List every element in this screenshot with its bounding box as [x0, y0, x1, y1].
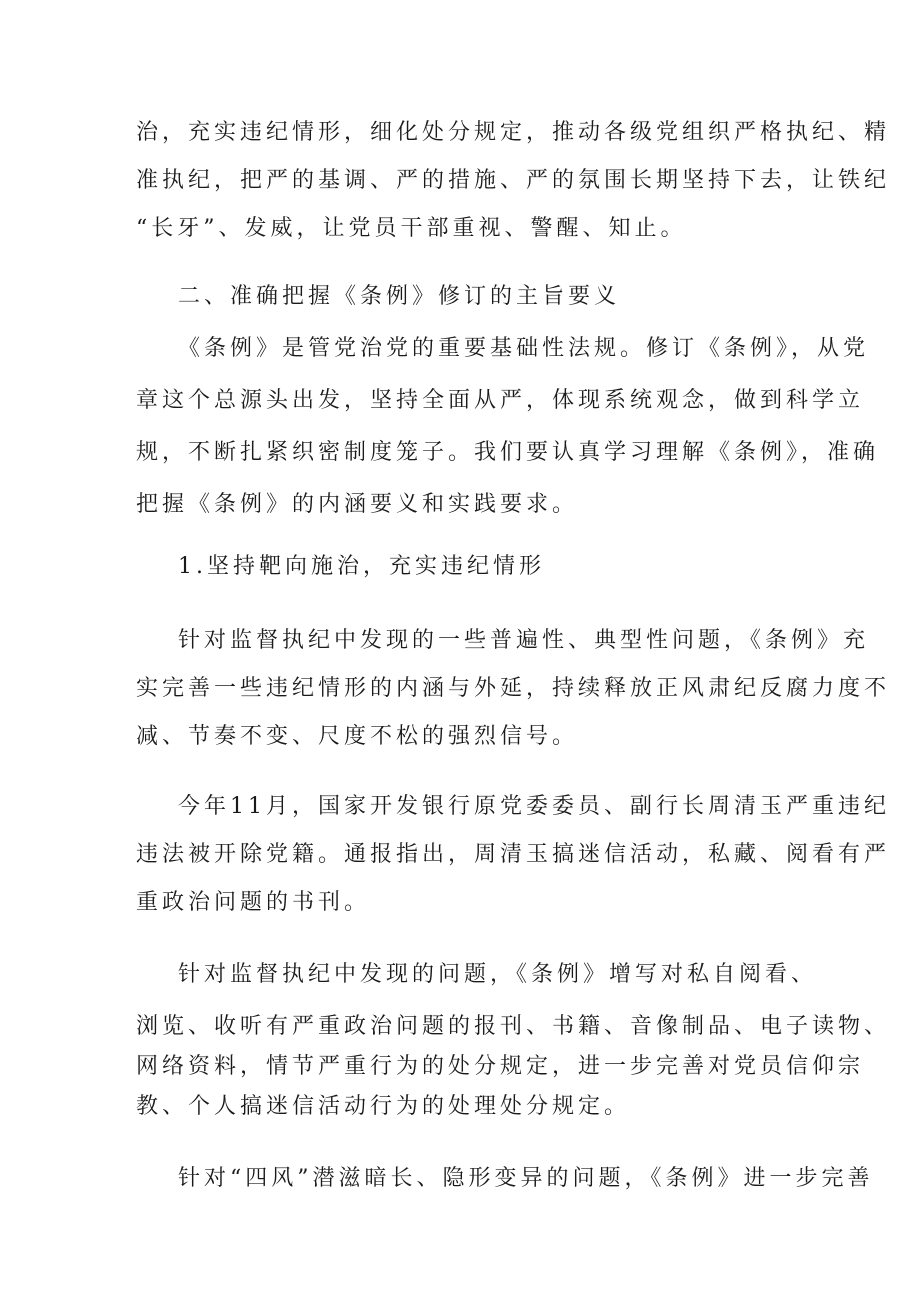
text-line: 针对“四风”潜滋暗长、隐形变异的问题，《条例》进一步完善 [178, 1166, 874, 1191]
text-line: 章这个总源头出发，坚持全面从严，体现系统观念，做到科学立 [136, 388, 865, 413]
section-heading: 二、准确把握《条例》修订的主旨要义 [178, 284, 621, 309]
text-line: 针对监督执纪中发现的问题，《条例》增写对私自阅看、 [178, 962, 818, 987]
text-line: 违法被开除党籍。通报指出，周清玉搞迷信活动，私藏、阅看有严 [136, 842, 891, 867]
text-line: 今年11月，国家开发银行原党委委员、副行长周清玉严重违纪 [178, 794, 890, 819]
text-line: 网络资料，情节严重行为的处分规定，进一步完善对党员信仰宗 [136, 1054, 865, 1079]
text-line: 规，不断扎紧织密制度笼子。我们要认真学习理解《条例》，准确 [136, 440, 880, 465]
text-line: 治，充实违纪情形，细化处分规定，推动各级党组织严格执纪、精 [136, 120, 891, 145]
text-line: 针对监督执纪中发现的一些普遍性、典型性问题，《条例》充 [178, 628, 870, 653]
text-line: 准执纪，把严的基调、严的措施、严的氛围长期坚持下去，让铁纪 [136, 168, 891, 193]
text-line: 减、节奏不变、尺度不松的强烈信号。 [136, 724, 579, 749]
subsection-heading: 1.坚持靶向施治，充实违纪情形 [178, 554, 545, 579]
text-line: 《条例》是管党治党的重要基础性法规。修订《条例》，从党 [178, 336, 870, 361]
text-line: 实完善一些违纪情形的内涵与外延，持续释放正风肃纪反腐力度不 [136, 676, 891, 701]
text-line: 重政治问题的书刊。 [136, 890, 371, 915]
text-line: 把握《条例》的内涵要义和实践要求。 [136, 492, 579, 517]
text-line: 教、个人搞迷信活动行为的处理处分规定。 [136, 1094, 631, 1119]
text-line: “长牙”、发威，让党员干部重视、警醒、知止。 [136, 216, 687, 241]
text-line: 浏览、收听有严重政治问题的报刊、书籍、音像制品、电子读物、 [136, 1014, 891, 1039]
